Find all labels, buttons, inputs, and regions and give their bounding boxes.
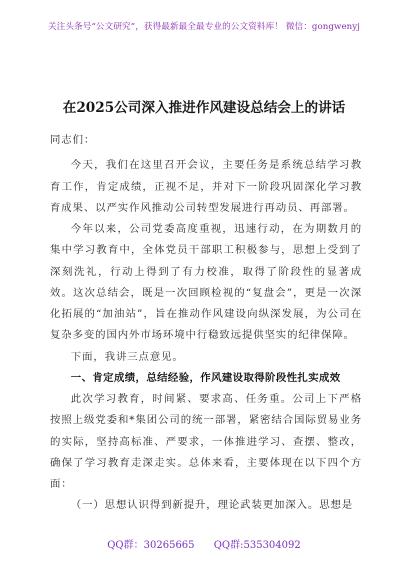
greeting: 同志们： — [50, 134, 96, 146]
footer-qq-group-2: QQ群:535304092 — [213, 540, 301, 551]
section-heading: 一、肯定成绩，总结经验，作风建设取得阶段性扎实成效 — [70, 371, 341, 384]
document-title: 在2025公司深入推进作风建设总结会上的讲话 — [62, 100, 346, 116]
footer-qq-group-1: QQ群：30265665 — [107, 540, 195, 551]
paragraph: 今年以来，公司党委高度重视，迅速行动，在为期数月的集中学习教育中，全体党员干部职工积极参与，思想上受到了深刻洗礼，行动上得到了有力校准，取得了阶段性的显著成效。这次总结会，既是一次回顾检视的“复盘会”，更是一次深化拓展的“加油站”，旨在推动作风建设向纵深发展，为公司在复杂多变的国内外市场环境中行稳致远提供坚实的纪律保障。 — [50, 223, 362, 342]
footer — [0, 536, 408, 551]
paragraph: 此次学习教育，时间紧、要求高、任务重。公司上下严格按照上级党委和*集团公司的统一部署，紧密结合国际贸易业务的实际，坚持高标准、严要求，一体推进学习、查摆、整改，确保了学习教育走深走实。总体来看，主要体现在以下四个方面： — [50, 393, 362, 490]
paragraph: 今天，我们在这里召开会议，主要任务是系统总结学习教育工作，肯定成绩，正视不足，并对下一阶段巩固深化学习教育成果、以严实作风推动公司转型发展进行再动员、再部署。 — [50, 159, 362, 214]
document-body — [50, 130, 362, 517]
subsection-start: （一）思想认识得到新提升，理论武装更加深入。思想是 — [70, 499, 354, 512]
header-note: 关注头条号“公文研究”，获得最新最全最专业的公文资料库！ 微信：gongwenyj — [47, 22, 361, 32]
paragraph: 下面，我讲三点意见。 — [70, 350, 184, 363]
